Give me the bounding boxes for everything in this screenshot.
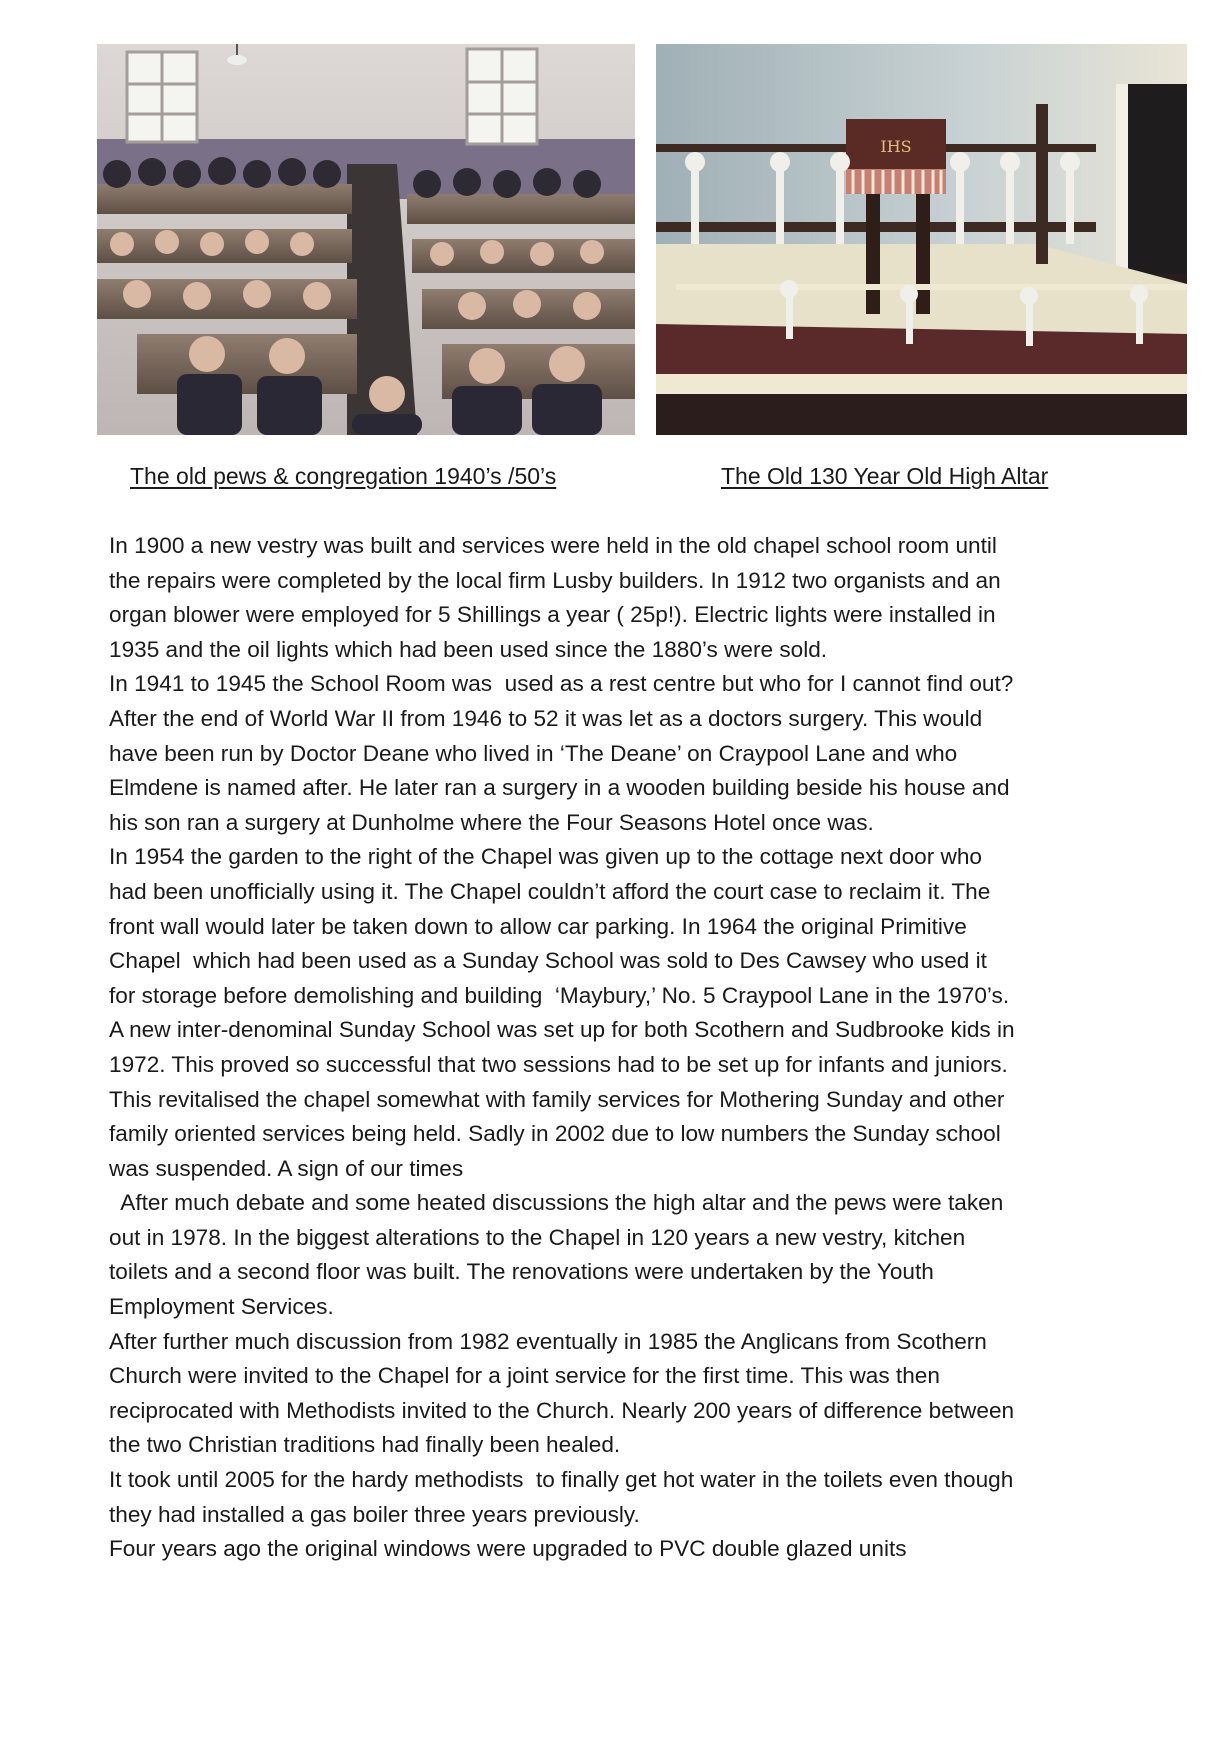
body-text-line: After the end of World War II from 1946 to 52 it was let as a doctors surgery. This would (109, 705, 983, 731)
body-text-line: Chapel which had been used as a Sunday School was sold to Des Cawsey who used it (109, 948, 987, 974)
body-text-line: for storage before demolishing and building ‘Maybury,’ No. 5 Craypool Lane in the 1970’s. (109, 982, 1010, 1008)
body-text-line: reciprocated with Methodists invited to the Church. Nearly 200 years of difference between (109, 1397, 1015, 1423)
body-text-line: organ blower were employed for 5 Shillings a year ( 25p!). Electric lights were installed in (109, 602, 996, 628)
congregation-photo-image (97, 44, 635, 435)
body-text-line: In 1941 to 1945 the School Room was used as a rest centre but who for I cannot find out? (109, 671, 1014, 697)
history-body-text (109, 529, 1199, 1567)
body-text-line: It took until 2005 for the hardy methodists to finally get hot water in the toilets even though (109, 1467, 1014, 1493)
body-text-line: his son ran a surgery at Dunholme where the Four Seasons Hotel once was. (109, 809, 874, 835)
body-text-line: toilets and a second floor was built. The renovations were undertaken by the Youth (109, 1259, 934, 1285)
body-text-line: the repairs were completed by the local firm Lusby builders. In 1912 two organists and an (109, 567, 1001, 593)
body-text-line: was suspended. A sign of our times (109, 1155, 464, 1181)
body-text-line: This revitalised the chapel somewhat with family services for Mothering Sunday and other (109, 1086, 1005, 1112)
body-text-line: Four years ago the original windows were upgraded to PVC double glazed units (109, 1536, 907, 1562)
body-text-line: front wall would later be taken down to allow car parking. In 1964 the original Primitive (109, 913, 967, 939)
altar-monogram: IHS (880, 137, 912, 156)
congregation-photo-caption: The old pews & congregation 1940’s /50’s (130, 463, 557, 489)
body-text-line: In 1954 the garden to the right of the Chapel was given up to the cottage next door who (109, 844, 982, 870)
body-text-line: A new inter-denominal Sunday School was set up for both Scothern and Sudbrooke kids in (109, 1017, 1015, 1043)
high-altar-photo-image (656, 44, 1187, 435)
body-text-line: In 1900 a new vestry was built and services were held in the old chapel school room until (109, 533, 997, 558)
high-altar-photo (656, 44, 1187, 435)
high-altar-photo-caption: The Old 130 Year Old High Altar (721, 463, 1049, 489)
body-text-line: they had installed a gas boiler three years previously. (109, 1501, 640, 1527)
body-text-line: have been run by Doctor Deane who lived in ‘The Deane’ on Craypool Lane and who (109, 740, 958, 766)
body-text-line: After much debate and some heated discussions the high altar and the pews were taken (109, 1190, 1004, 1216)
congregation-photo (97, 44, 635, 435)
body-text-line: Employment Services. (109, 1294, 334, 1320)
body-text-line: Elmdene is named after. He later ran a surgery in a wooden building beside his house and (109, 775, 1010, 801)
body-text-line: had been unofficially using it. The Chapel couldn’t afford the court case to reclaim it. The (109, 878, 991, 904)
body-text-line: 1935 and the oil lights which had been used since the 1880’s were sold. (109, 636, 828, 662)
body-text-line: out in 1978. In the biggest alterations to the Chapel in 120 years a new vestry, kitchen (109, 1224, 966, 1250)
body-text-line: Church were invited to the Chapel for a joint service for the first time. This was then (109, 1363, 940, 1389)
body-text-line: After further much discussion from 1982 eventually in 1985 the Anglicans from Scothern (109, 1328, 987, 1354)
body-text-line: the two Christian traditions had finally been healed. (109, 1432, 621, 1458)
body-text-line: 1972. This proved so successful that two sessions had to be set up for infants and juniors. (109, 1051, 1008, 1077)
body-text-line: family oriented services being held. Sadly in 2002 due to low numbers the Sunday school (109, 1121, 1001, 1147)
